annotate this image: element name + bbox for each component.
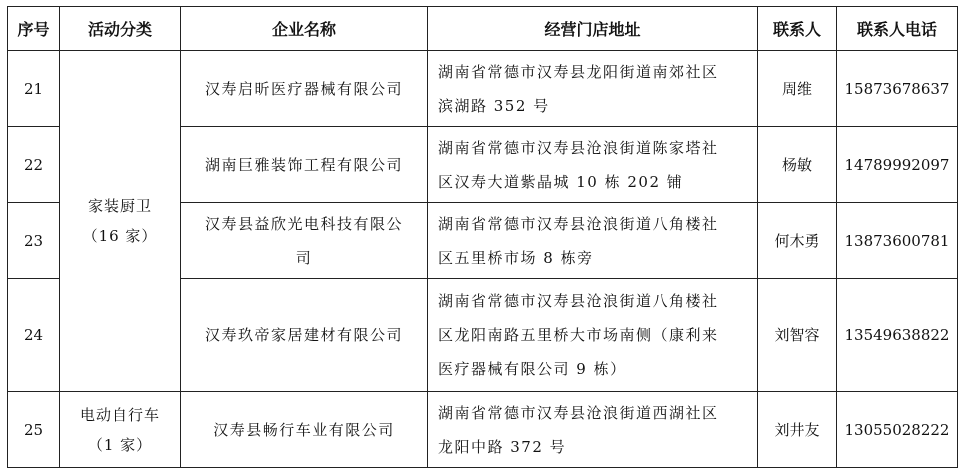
row-number: 24 — [8, 279, 60, 392]
category-name: 家装厨卫 — [87, 197, 152, 215]
row-number: 23 — [8, 203, 60, 279]
company-name: 汉寿启昕医疗器械有限公司 — [181, 51, 428, 127]
row-number: 21 — [8, 51, 60, 127]
store-address: 湖南省常德市汉寿县沧浪街道八角楼社 区五里桥市场 8 栋旁 — [428, 203, 758, 279]
store-address: 湖南省常德市汉寿县沧浪街道陈家塔社 区汉寿大道紫晶城 10 栋 202 铺 — [428, 127, 758, 203]
contact-phone: 13873600781 — [837, 203, 958, 279]
table-row — [8, 392, 958, 468]
category-cell — [60, 51, 181, 392]
header-row — [8, 7, 958, 51]
contact-phone: 13055028222 — [837, 392, 958, 468]
merchant-table — [7, 6, 958, 468]
contact-person: 何木勇 — [758, 203, 837, 279]
row-number: 22 — [8, 127, 60, 203]
contact-phone: 14789992097 — [837, 127, 958, 203]
header-company: 企业名称 — [181, 7, 428, 51]
header-contact: 联系人 — [758, 7, 837, 51]
company-name: 湖南巨雅装饰工程有限公司 — [181, 127, 428, 203]
store-address: 湖南省常德市汉寿县沧浪街道西湖社区 龙阳中路 372 号 — [428, 392, 758, 468]
company-name: 汉寿玖帝家居建材有限公司 — [181, 279, 428, 392]
contact-phone: 13549638822 — [837, 279, 958, 392]
header-address: 经营门店地址 — [428, 7, 758, 51]
row-number: 25 — [8, 392, 60, 468]
contact-person: 周维 — [758, 51, 837, 127]
company-name: 汉寿县畅行车业有限公司 — [181, 392, 428, 468]
contact-person: 刘井友 — [758, 392, 837, 468]
table-row — [8, 51, 958, 127]
category-cell — [60, 392, 181, 468]
store-address: 湖南省常德市汉寿县龙阳街道南郊社区 滨湖路 352 号 — [428, 51, 758, 127]
category-count: （16 家） — [82, 227, 158, 245]
store-address: 湖南省常德市汉寿县沧浪街道八角楼社 区龙阳南路五里桥大市场南侧（康利来 医疗器械有限公司 9 栋） — [428, 279, 758, 392]
contact-person: 刘智容 — [758, 279, 837, 392]
header-phone: 联系人电话 — [837, 7, 958, 51]
contact-person: 杨敏 — [758, 127, 837, 203]
contact-phone: 15873678637 — [837, 51, 958, 127]
header-category: 活动分类 — [60, 7, 181, 51]
header-no: 序号 — [8, 7, 60, 51]
category-name: 电动自行车 — [79, 405, 160, 424]
category-count: （1 家） — [87, 435, 153, 454]
company-name: 汉寿县益欣光电科技有限公 司 — [181, 203, 428, 279]
